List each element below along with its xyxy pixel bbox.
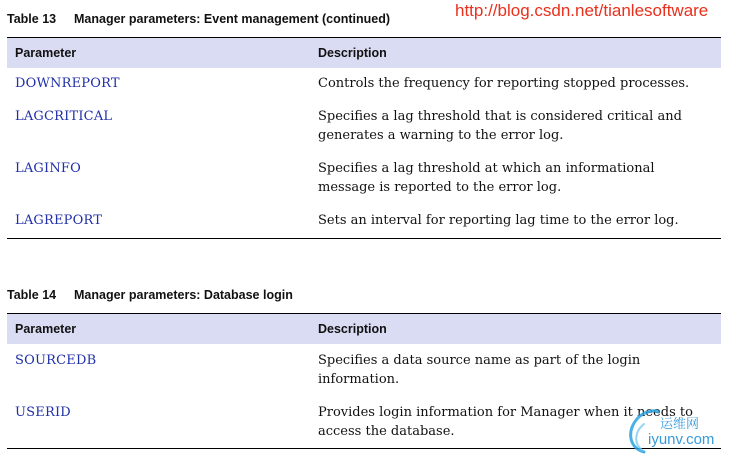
parameter-description: Specifies a lag threshold that is considered critical and generates a warning to the error log. <box>318 109 682 143</box>
parameter-name: LAGREPORT <box>15 213 103 228</box>
parameter-description: Sets an interval for reporting lag time to the error log. <box>318 213 679 228</box>
table-header-row <box>7 314 721 345</box>
table-row <box>7 344 721 396</box>
table-13-title: Manager parameters: Event management (continued) <box>74 12 391 26</box>
table-row <box>7 396 721 449</box>
table-14-title: Manager parameters: Database login <box>74 288 293 302</box>
parameter-name: SOURCEDB <box>15 353 97 368</box>
parameter-name: USERID <box>15 405 71 420</box>
header-parameter: Parameter <box>7 314 318 345</box>
parameter-description: Provides login information for Manager when it needs to access the database. <box>318 405 693 439</box>
parameter-description: Controls the frequency for reporting stopped processes. <box>318 76 690 91</box>
logo-text-en: iyunv.com <box>648 431 715 448</box>
table-14 <box>7 313 721 449</box>
table-13 <box>7 37 721 239</box>
header-description: Description <box>318 314 721 345</box>
header-parameter: Parameter <box>7 38 318 69</box>
table-row <box>7 68 721 101</box>
parameter-description: Specifies a lag threshold at which an informational message is reported to the error log. <box>318 161 655 195</box>
table-14-caption <box>7 288 293 302</box>
parameter-description: Specifies a data source name as part of the login information. <box>318 353 641 387</box>
parameter-name: DOWNREPORT <box>15 76 120 91</box>
parameter-name: LAGCRITICAL <box>15 109 113 124</box>
parameter-name: LAGINFO <box>15 161 81 176</box>
header-description: Description <box>318 38 721 69</box>
table-row <box>7 101 721 153</box>
table-14-label: Table 14 <box>7 288 57 302</box>
table-header-row <box>7 38 721 69</box>
table-row <box>7 153 721 205</box>
logo-text-cn: 运维网 <box>660 417 700 432</box>
table-13-caption <box>7 12 390 26</box>
watermark-url: http://blog.csdn.net/tianlesoftware <box>455 1 709 20</box>
table-13-label: Table 13 <box>7 12 57 26</box>
table-row <box>7 205 721 239</box>
